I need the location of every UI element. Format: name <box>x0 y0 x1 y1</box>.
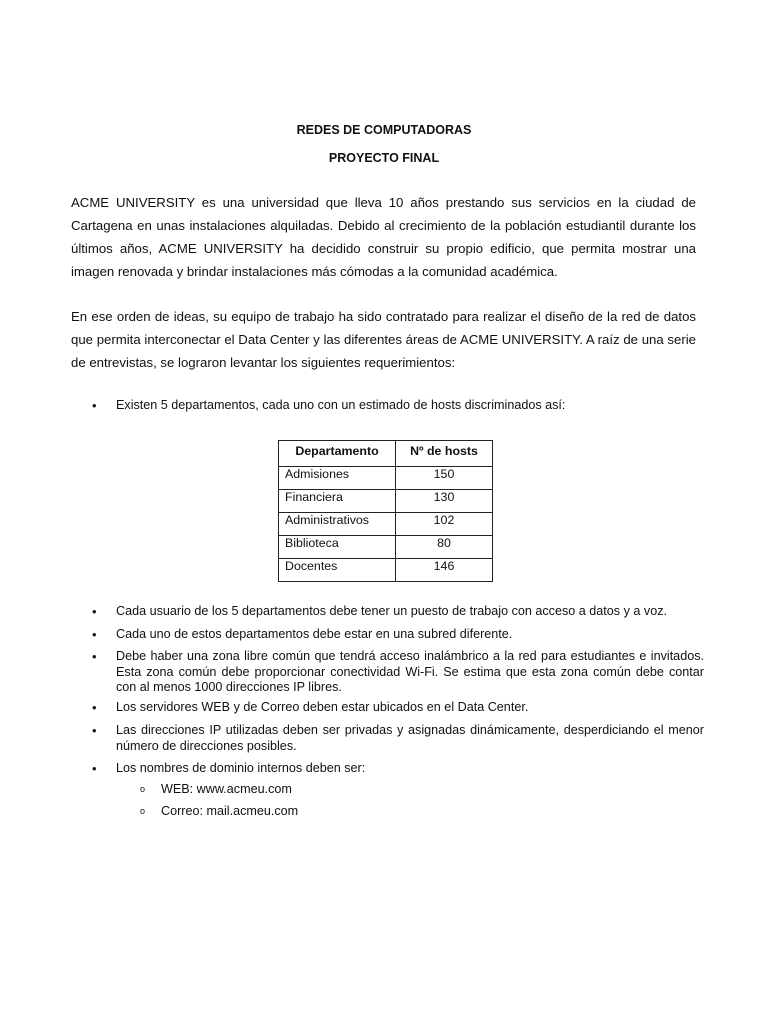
bullet-servers <box>92 700 704 716</box>
sub-bullet-mail <box>140 803 298 819</box>
bullet-wifi-zone <box>92 649 704 696</box>
cell-hosts: 150 <box>396 467 493 490</box>
bullet-text: Las direcciones IP utilizadas deben ser privadas y asignadas dinámicamente, desperdiciando el menor número de direcciones posibles. <box>116 723 704 753</box>
cell-hosts: 130 <box>396 490 493 513</box>
bullet-text: Cada uno de estos departamentos debe estar en una subred diferente. <box>116 627 513 641</box>
requirements-paragraph: En ese orden de ideas, su equipo de trabajo ha sido contratado para realizar el diseño de la red de datos que permita interconectar el Data Center y las diferentes áreas de ACME UNIVERSITY. A raíz de una serie de entrevistas, se lograron levantar los siguientes requerimientos: <box>71 309 696 370</box>
bullet-text: Cada usuario de los 5 departamentos debe tener un puesto de trabajo con acceso a datos y a voz. <box>116 604 667 618</box>
cell-department: Admisiones <box>279 467 396 490</box>
bullet-symbol: • <box>92 398 97 413</box>
cell-department: Biblioteca <box>279 536 396 559</box>
sub-bullet-text: Correo: mail.acmeu.com <box>161 804 299 818</box>
table-row <box>279 536 493 559</box>
bullet-text: Los nombres de dominio internos deben ser: <box>116 761 366 775</box>
bullet-text: Debe haber una zona libre común que tendrá acceso inalámbrico a la red para estudiantes e invitados. Esta zona común debe proporcionar conectividad Wi-Fi. Se estima que esta zona común debe contar con al menos 1000 direcciones IP libres. <box>116 649 704 694</box>
table-header-row <box>279 441 493 467</box>
sub-bullet-symbol: o <box>140 806 146 816</box>
sub-bullet-symbol: o <box>140 784 146 794</box>
bullet-symbol: • <box>92 627 97 642</box>
document-subtitle: PROYECTO FINAL <box>328 151 440 165</box>
cell-department: Docentes <box>279 559 396 582</box>
bullet-symbol: • <box>92 604 97 619</box>
document-title: REDES DE COMPUTADORAS <box>296 123 472 137</box>
table-row <box>279 513 493 536</box>
bullet-symbol: • <box>92 700 97 715</box>
bullet-subnet <box>92 627 704 643</box>
bullet-domain-names <box>92 761 704 777</box>
bullet-symbol: • <box>92 723 97 738</box>
cell-hosts: 102 <box>396 513 493 536</box>
table-row <box>279 467 493 490</box>
cell-hosts: 146 <box>396 559 493 582</box>
header-department: Departamento <box>279 441 396 467</box>
table-row <box>279 490 493 513</box>
cell-department: Financiera <box>279 490 396 513</box>
bullet-ip-addresses <box>92 723 704 754</box>
intro-paragraph: ACME UNIVERSITY es una universidad que lleva 10 años prestando sus servicios en la ciudad de Cartagena en unas instalaciones alquiladas. Debido al crecimiento de la población estudiantil durante los últimos años, ACME UNIVERSITY ha decidido construir su propio edificio, que permita mostrar una imagen renovada y brindar instalaciones más cómodas a la comunidad académica. <box>71 195 696 279</box>
table-row <box>279 559 493 582</box>
bullet-symbol: • <box>92 761 97 776</box>
bullet-departments <box>92 398 704 414</box>
bullet-text: Existen 5 departamentos, cada uno con un estimado de hosts discriminados así: <box>116 398 566 412</box>
sub-bullet-web <box>140 781 292 797</box>
cell-hosts: 80 <box>396 536 493 559</box>
header-hosts: Nº de hosts <box>396 441 493 467</box>
cell-department: Administrativos <box>279 513 396 536</box>
hosts-table <box>278 440 493 582</box>
bullet-workstation <box>92 604 704 620</box>
bullet-symbol: • <box>92 649 97 664</box>
sub-bullet-text: WEB: www.acmeu.com <box>161 782 292 796</box>
bullet-text: Los servidores WEB y de Correo deben estar ubicados en el Data Center. <box>116 700 529 714</box>
